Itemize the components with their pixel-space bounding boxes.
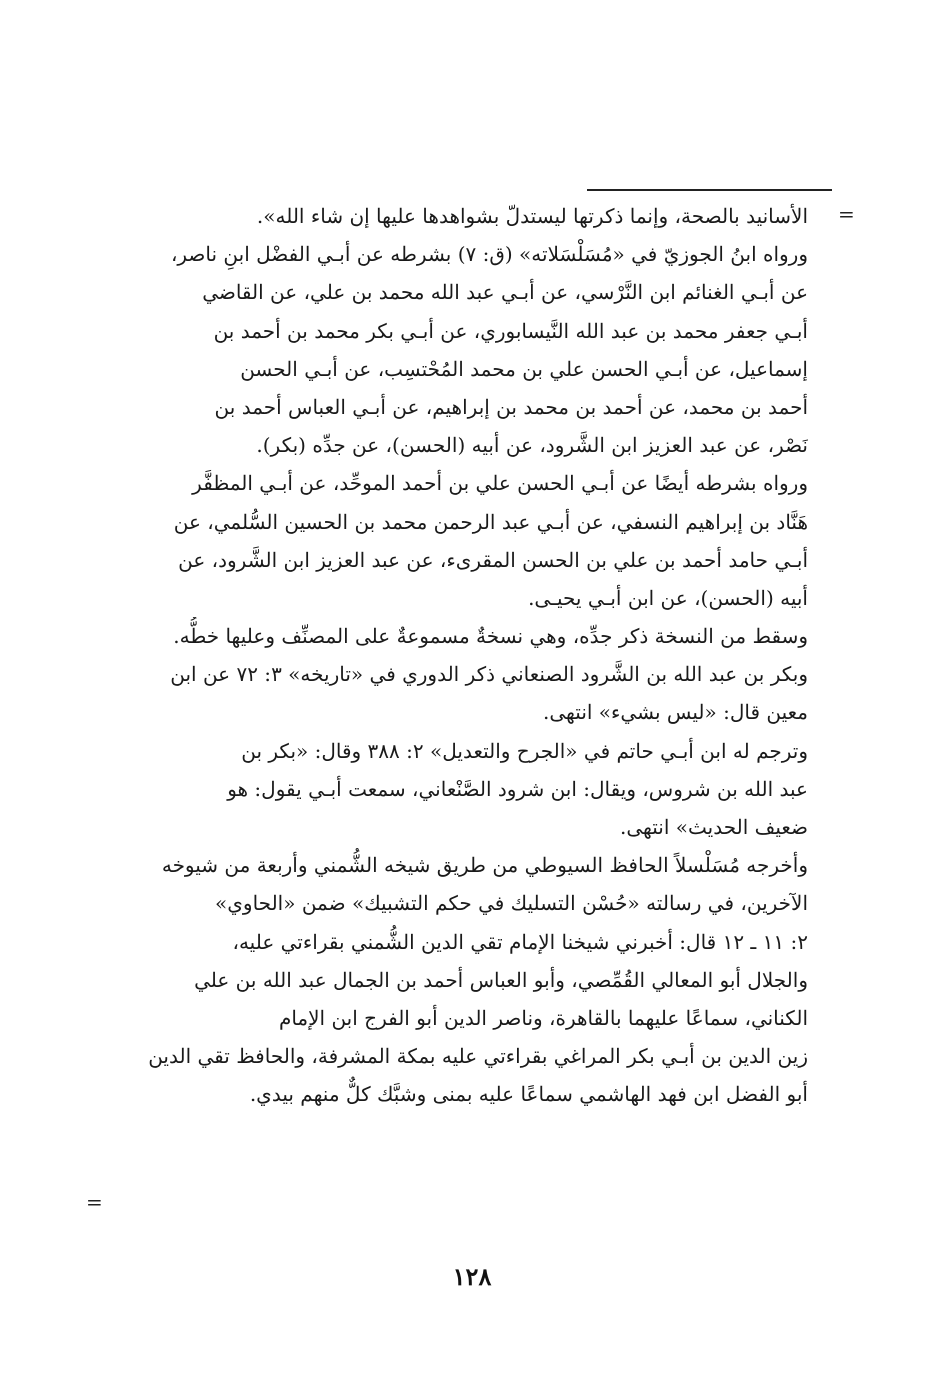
text-line: أبيه (الحسن)، عن ابن أبـي يحيـى. [528,585,808,610]
text-line: ورواه بشرطه أيضًا عن أبـي الحسن علي بن أحمد الموحِّد، عن أبـي المظفَّر [192,471,808,496]
text-line: زين الدين بن أبـي بكر المراغي بقراءتي عليه بمكة المشرفة، والحافظ تقي الدين [148,1044,808,1069]
text-line: والجلال أبو المعالي القُمِّصي، وأبو العباس أحمد بن الجمال عبد الله بن علي [194,967,808,992]
page-number: ١٢٨ [452,1262,492,1291]
text-line: ورواه ابنُ الجوزيّ في «مُسَلْسَلاته» (ق: ٧) بشرطه عن أبـي الفضْل ابنِ ناصر، [170,242,808,267]
text-line: الكناني، سماعًا عليهما بالقاهرة، وناصر الدين أبو الفرج ابن الإمام [278,1005,808,1030]
text-line: ٢: ١١ ـ ١٢ قال: أخبرني شيخنا الإمام تقي الدين الشُّمني بقراءتي عليه، [232,929,808,954]
footnote-separator-rule [587,189,832,191]
text-line: وأخرجه مُسَلْسلاً الحافظ السيوطي من طريق شيخه الشُّمني وأربعة من شيوخه [161,853,808,878]
text-line: أحمد بن محمد، عن أحمد بن محمد بن إبراهيم، عن أبـي العباس أحمد بن [214,394,808,419]
text-line: أبو الفضل ابن فهد الهاشمي سماعًا عليه بمنى وشبَّك كلٌّ منهم بيدي. [249,1082,808,1107]
text-line: هَنَّاد بن إبراهيم النسفي، عن أبـي عبد الرحمن محمد بن الحسين السُّلمي، عن [173,509,808,534]
text-line: وسقط من النسخة ذكر جدِّه، وهي نسخةٌ مسموعةٌ على المصنِّف وعليها خطُّه. [173,624,808,649]
text-line: عبد الله بن شروس، ويقال: ابن شرود الصَّنْعاني، سمعت أبـي يقول: هو [227,776,808,801]
text-line: الآخرين، في رسالته «حُسْن التسليك في حكم التشبيك» ضمن «الحاوي» [215,891,808,916]
footnote-text-block [100,197,808,1114]
text-line: إسماعيل، عن أبـي الحسن علي بن محمد المُحْتسِب، عن أبـي الحسن [240,356,808,381]
text-line: وترجم له ابن أبـي حاتم في «الجرح والتعديل» ٢: ٣٨٨ وقال: «بكر بن [241,738,808,763]
continuation-mark-top: = [838,202,855,226]
text-line: وبكر بن عبد الله بن الشَّرود الصنعاني ذكر الدوري في «تاريخه» ٣: ٧٢ عن ابن [170,662,808,687]
text-line: معين قال: «ليس بشيء» انتهى. [543,700,808,725]
text-line: أبـي جعفر محمد بن عبد الله النَّيسابوري، عن أبـي بكر محمد بن أحمد بن [213,318,808,343]
continuation-mark-bottom: = [86,1190,103,1214]
text-line: عن أبـي الغنائم ابن النَّرْسي، عن أبـي عبد الله محمد بن علي، عن القاضي [202,280,808,305]
text-line: أبـي حامد أحمد بن علي بن الحسن المقرىء، عن عبد العزيز ابن الشَّرود، عن [178,547,808,572]
text-line: الأسانيد بالصحة، وإنما ذكرتها ليستدلّ بشواهدها عليها إن شاء الله». [256,204,808,228]
text-line: نَصْر، عن عبد العزيز ابن الشَّرود، عن أبيه (الحسن)، عن جدِّه (بكر). [256,433,808,458]
text-line: ضعيف الحديث» انتهى. [620,815,808,839]
